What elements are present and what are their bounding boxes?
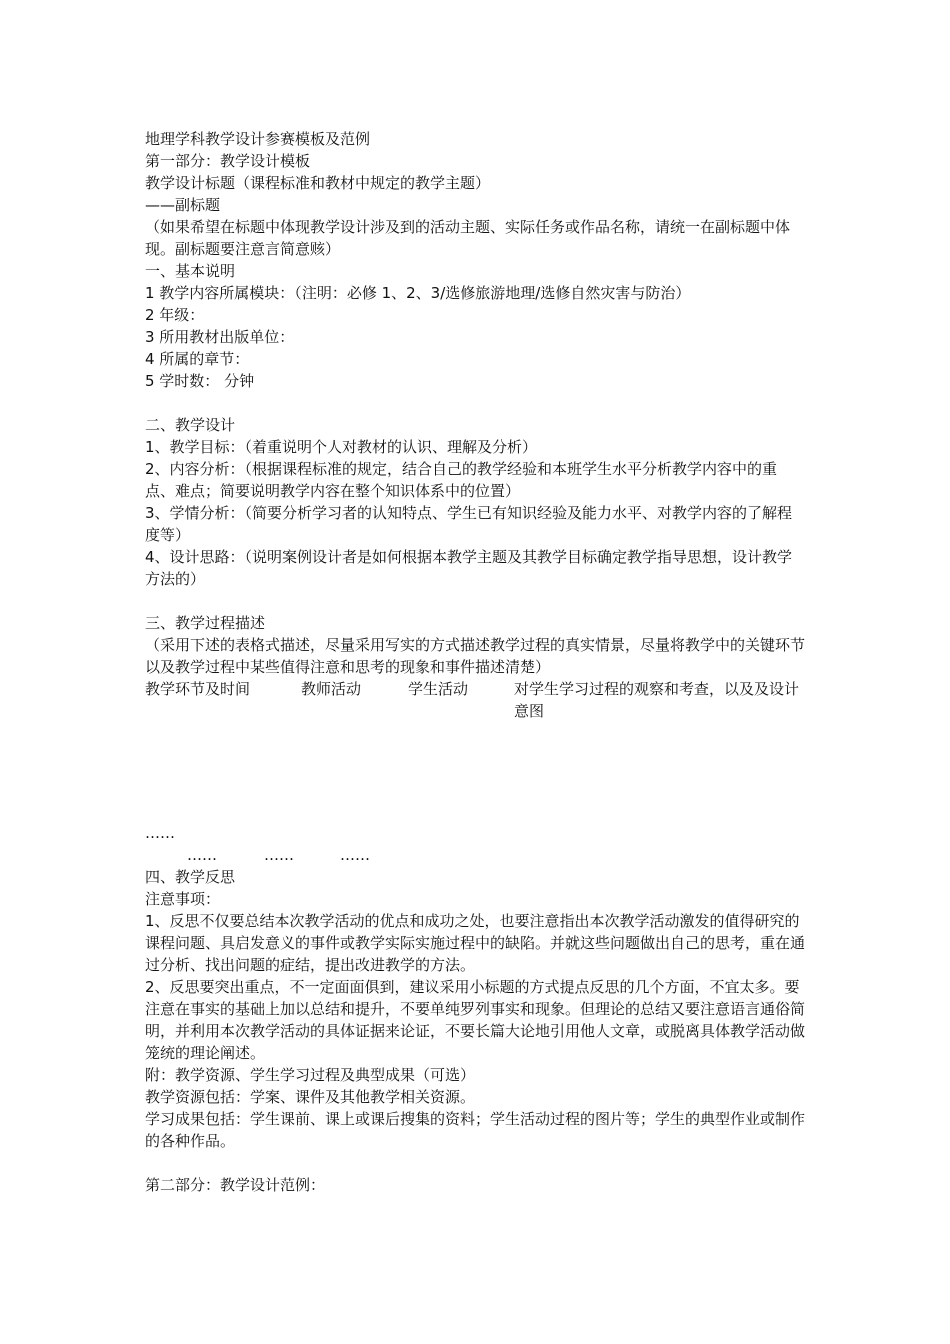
table-header-cell: 对学生学习过程的观察和考查，以及及设计意图 xyxy=(514,680,800,720)
section3-heading: 三、教学过程描述 xyxy=(145,614,266,632)
s1-item: 3 所用教材出版单位： xyxy=(145,328,295,346)
section4-heading: 四、教学反思 xyxy=(145,868,236,886)
s1-item: 5 学时数： 分钟 xyxy=(145,372,255,390)
section1-heading: 一、基本说明 xyxy=(145,262,236,280)
spacer xyxy=(145,590,805,612)
table-header-cell: 教学环节及时间 xyxy=(145,680,251,698)
part1-heading: 第一部分：教学设计模板 xyxy=(145,152,311,170)
spacer xyxy=(145,392,805,414)
ellipsis-cell: …… xyxy=(187,846,217,864)
table-ellipsis-row1: …… xyxy=(145,824,175,842)
doc-title: 地理学科教学设计参赛模板及范例 xyxy=(145,130,371,148)
outcomes-line: 学习成果包括：学生课前、课上或课后搜集的资料；学生活动过程的图片等；学生的典型作业或制作的各种作品。 xyxy=(145,1110,806,1150)
table-header-cell: 学生活动 xyxy=(408,680,469,698)
spacer xyxy=(145,1152,805,1174)
document-page xyxy=(145,128,805,1196)
s2-item: 4、设计思路：（说明案例设计者是如何根据本教学主题及其教学目标确定教学指导思想，设计教学方法的） xyxy=(145,548,793,588)
table-empty-space xyxy=(145,722,805,822)
s1-item: 4 所属的章节： xyxy=(145,350,250,368)
s1-item: 1 教学内容所属模块：（注明：必修 1、2、3/选修旅游地理/选修自然灾害与防治） xyxy=(145,284,691,302)
design-title-line: 教学设计标题（课程标准和教材中规定的教学主题） xyxy=(145,174,491,192)
ellipsis-cell: …… xyxy=(340,846,370,864)
s4-item: 1、反思不仅要总结本次教学活动的优点和成功之处，也要注意指出本次教学活动激发的值得研究的课程问题、具启发意义的事件或教学实际实施过程中的缺陷。并就这些问题做出自己的思考，重在通过分析、找出问题的症结，提出改进教学的方法。 xyxy=(145,912,806,974)
section2-heading: 二、教学设计 xyxy=(145,416,236,434)
subtitle-line: ——副标题 xyxy=(145,196,221,214)
s4-item: 2、反思要突出重点，不一定面面俱到，建议采用小标题的方式提点反思的几个方面，不宜太多。要注意在事实的基础上加以总结和提升，不要单纯罗列事实和现象。但理论的总结又要注意语言通俗简明，并利用本次教学活动的具体证据来论证，不要长篇大论地引用他人文章，或脱离具体教学活动做笼统的理论阐述。 xyxy=(145,978,806,1062)
ellipsis-cell: …… xyxy=(264,846,294,864)
section3-note: （采用下述的表格式描述，尽量采用写实的方式描述教学过程的真实情景，尽量将教学中的关键环节以及教学过程中某些值得注意和思考的现象和事件描述清楚） xyxy=(145,636,806,676)
s2-item: 3、学情分析：（简要分析学习者的认知特点、学生已有知识经验及能力水平、对教学内容的了解程度等） xyxy=(145,504,793,544)
table-ellipsis-row2 xyxy=(145,844,805,866)
process-table-header xyxy=(145,678,805,722)
subtitle-note: （如果希望在标题中体现教学设计涉及到的活动主题、实际任务或作品名称，请统一在副标题中体现。副标题要注意言简意赅） xyxy=(145,218,791,258)
s2-item: 2、内容分析：（根据课程标准的规定，结合自己的教学经验和本班学生水平分析教学内容中的重点、难点；简要说明教学内容在整个知识体系中的位置） xyxy=(145,460,778,500)
resources-line: 教学资源包括：学案、课件及其他教学相关资源。 xyxy=(145,1088,476,1106)
notice-label: 注意事项： xyxy=(145,890,221,908)
part2-heading: 第二部分：教学设计范例： xyxy=(145,1176,326,1194)
appendix-line: 附：教学资源、学生学习过程及典型成果（可选） xyxy=(145,1066,476,1084)
s2-item: 1、教学目标：（着重说明个人对教材的认识、理解及分析） xyxy=(145,438,538,456)
table-header-cell: 教师活动 xyxy=(301,680,362,698)
s1-item: 2 年级： xyxy=(145,306,205,324)
